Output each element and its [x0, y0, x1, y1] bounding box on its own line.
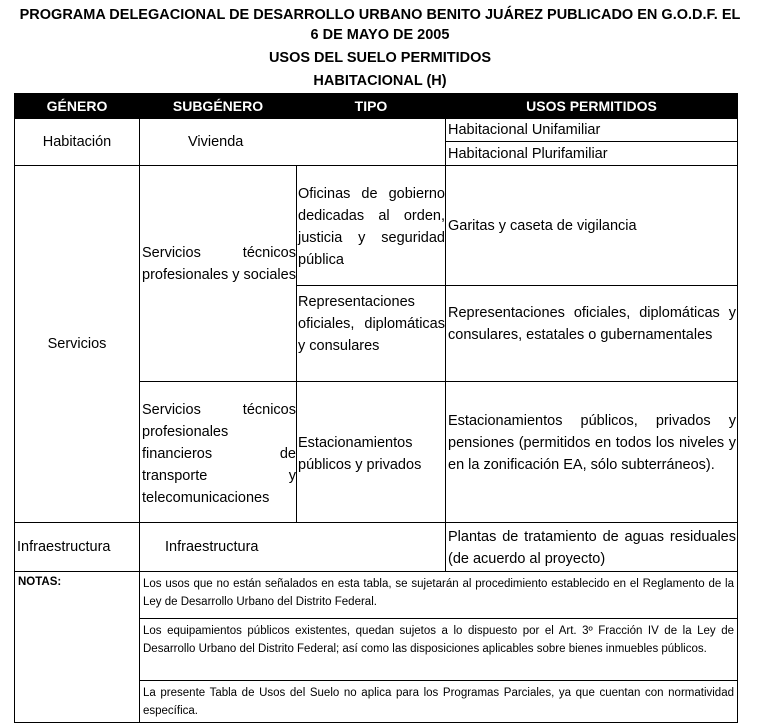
- uso-habitacional-plurifamiliar: Habitacional Plurifamiliar: [445, 141, 738, 166]
- uso-estacionamientos: Estacionamientos públicos, privados y pensiones (permitidos en todos los niveles y en la zonificación EA, sólo subterráneos).: [448, 413, 736, 473]
- genero-infraestructura: Infraestructura: [14, 522, 140, 572]
- title-line-4: HABITACIONAL (H): [313, 73, 447, 89]
- subgenero-servicios-financieros: Servicios técnicos profesionales financieros de transporte y telecomunicaciones: [142, 402, 296, 506]
- header-usos-permitidos: USOS PERMITIDOS: [445, 93, 738, 119]
- uso-habitacional-unifamiliar: Habitacional Unifamiliar: [445, 118, 738, 142]
- uso-garitas-caseta: Garitas y caseta de vigilancia: [445, 165, 738, 286]
- title-line-3: USOS DEL SUELO PERMITIDOS: [268, 50, 492, 66]
- uso-estacionamientos-cell: [445, 381, 738, 523]
- subgenero-servicios-financieros-cell: [139, 381, 297, 523]
- subgenero-servicios-sociales: Servicios técnicos profesionales y sociales: [142, 245, 296, 283]
- nota-2: Los equipamientos públicos existentes, quedan sujetos a lo dispuesto por el Art. 3º Fracción IV de la Ley de Desarrollo Urbano del Distrito Federal; así como las disposiciones aplicables sobre bienes inmuebles públicos.: [139, 618, 738, 681]
- tipo-oficinas-gobierno-cell: [296, 165, 446, 286]
- subgenero-vivienda: Vivienda: [139, 118, 446, 166]
- uso-representaciones: Representaciones oficiales, diplomáticas y consulares, estatales o gubernamentales: [448, 305, 736, 343]
- genero-habitacion: Habitación: [14, 118, 140, 166]
- tipo-estacionamientos-cell: [296, 381, 446, 523]
- uso-representaciones-cell: [445, 285, 738, 382]
- title-line-2: 6 DE MAYO DE 2005: [310, 27, 450, 43]
- nota-3: La presente Tabla de Usos del Suelo no aplica para los Programas Parciales, ya que cuentan con normatividad específica.: [139, 680, 738, 723]
- nota-1: Los usos que no están señalados en esta tabla, se sujetarán al procedimiento establecido en el Reglamento de la Ley de Desarrollo Urbano del Distrito Federal.: [139, 571, 738, 619]
- subgenero-infraestructura: Infraestructura: [139, 522, 446, 572]
- tipo-oficinas-gobierno: Oficinas de gobierno dedicadas al orden, justicia y seguridad pública: [298, 186, 445, 268]
- title-line-1: PROGRAMA DELEGACIONAL DE DESARROLLO URBANO BENITO JUÁREZ PUBLICADO EN G.O.D.F. EL: [19, 7, 741, 23]
- subgenero-servicios-sociales-cell: [139, 165, 297, 382]
- header-genero: GÉNERO: [14, 93, 140, 119]
- genero-servicios: Servicios: [14, 165, 140, 523]
- tipo-estacionamientos: Estacionamientos públicos y privados: [298, 435, 422, 473]
- uso-plantas-tratamiento-cell: [445, 522, 738, 572]
- tipo-representaciones-cell: [296, 285, 446, 382]
- header-subgenero: SUBGÉNERO: [139, 93, 297, 119]
- tipo-representaciones: Representaciones oficiales, diplomáticas y consulares: [298, 294, 445, 354]
- notas-label: NOTAS:: [14, 571, 140, 723]
- header-tipo: TIPO: [296, 93, 446, 119]
- uso-plantas-tratamiento: Plantas de tratamiento de aguas residuales (de acuerdo al proyecto): [448, 529, 736, 567]
